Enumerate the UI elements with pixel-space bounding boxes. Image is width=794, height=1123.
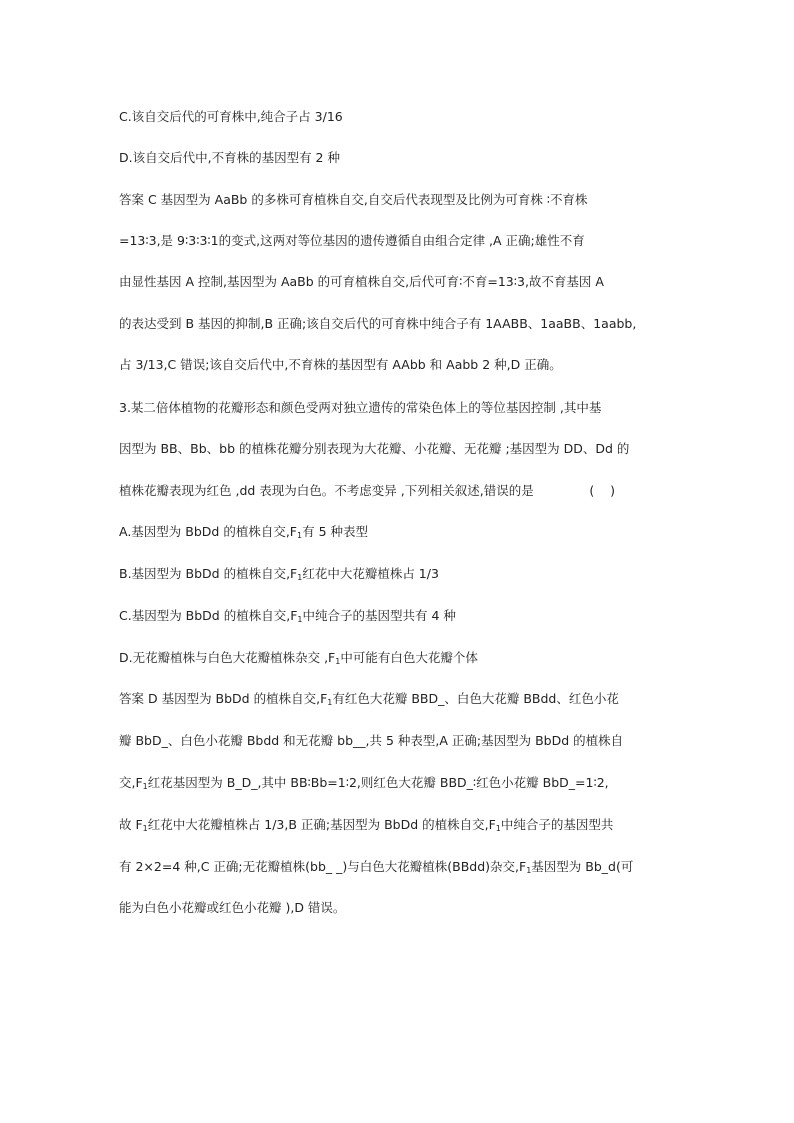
q2-answer-line-3: 由显性基因 A 控制,基因型为 AaBb 的可育植株自交,后代可育∶不育=13∶3,故不育基因 A [119, 274, 604, 289]
q2-answer-line-5: 占 3/13,C 错误;该自交后代中,不育株的基因型有 AAbb 和 Aabb 2 种,D 正确。 [119, 357, 562, 372]
q3-stem-line-2: 因型为 BB、Bb、bb 的植株花瓣分别表现为大花瓣、小花瓣、无花瓣 ;基因型为 DD、Dd 的 [119, 441, 630, 456]
q3-stem-line-3: 植株花瓣表现为红色 ,dd 表现为白色。不考虑变异 ,下列相关叙述,错误的是 ( ) [119, 483, 615, 498]
q2-answer-line-4: 的表达受到 B 基因的抑制,B 正确;该自交后代的可育株中纯合子有 1AABB、1aaBB、1aabb, [119, 316, 637, 331]
q3-option-a: A.基因型为 BbDd 的植株自交$,F_1$有 5 种表型 [119, 524, 368, 540]
q2-answer-line-1: 答案 C 基因型为 AaBb 的多株可育植株自交,自交后代表现型及比例为可育株 ∶不育株 [119, 192, 588, 207]
q3-option-b: B.基因型为 BbDd 的植株自交$,F_1$红花中大花瓣植株占 1/3 [119, 566, 439, 582]
q3-option-d: D.无花瓣植株与白色大花瓣植株杂交 $,F_1$中可能有白色大花瓣个体 [119, 650, 478, 666]
q2-option-c: C.该自交后代的可育株中,纯合子占 3/16 [119, 109, 343, 124]
q3-answer-line-2: 瓣 BbD_、白色小花瓣 Bbdd 和无花瓣 bb__,共 5 种表型,A 正确;基因型为 BbDd 的植株自 [119, 733, 624, 748]
q2-answer-line-2: =13∶3,是 9∶3∶3∶1的变式,这两对等位基因的遗传遵循自由组合定律 ,A 正确;雄性不育 [119, 233, 585, 248]
q3-answer-line-6: 能为白色小花瓣或红色小花瓣 ),D 错误。 [119, 900, 346, 915]
q3-answer-line-3: 交$,F_1$红花基因型为 B_D_,其中 BB∶Bb=1∶2,则红色大花瓣 BBD_∶红色小花瓣 BbD_=1∶2, [119, 775, 609, 791]
q3-answer-line-1: 答案 D 基因型为 BbDd 的植株自交$,F_1$有红色大花瓣 BBD_、白色大花瓣 BBdd、红色小花 [119, 691, 619, 707]
q3-stem-line-1: 3.某二倍体植物的花瓣形态和颜色受两对独立遗传的常染色体上的等位基因控制 ,其中基 [119, 400, 602, 415]
q3-answer-line-5: 有 2×2=4 种,C 正确;无花瓣植株(bb_ _)与白色大花瓣植株(BBdd)杂交$,F_1$基因型为 Bb_d(可 [119, 859, 634, 875]
q3-answer-line-4: 故 $F_1$红花中大花瓣植株占 1/3,B 正确;基因型为 BbDd 的植株自交$,F_1$中纯合子的基因型共 [119, 817, 614, 833]
q2-option-d: D.该自交后代中,不育株的基因型有 2 种 [119, 150, 340, 165]
q3-option-c: C.基因型为 BbDd 的植株自交$,F_1$中纯合子的基因型共有 4 种 [119, 608, 456, 624]
